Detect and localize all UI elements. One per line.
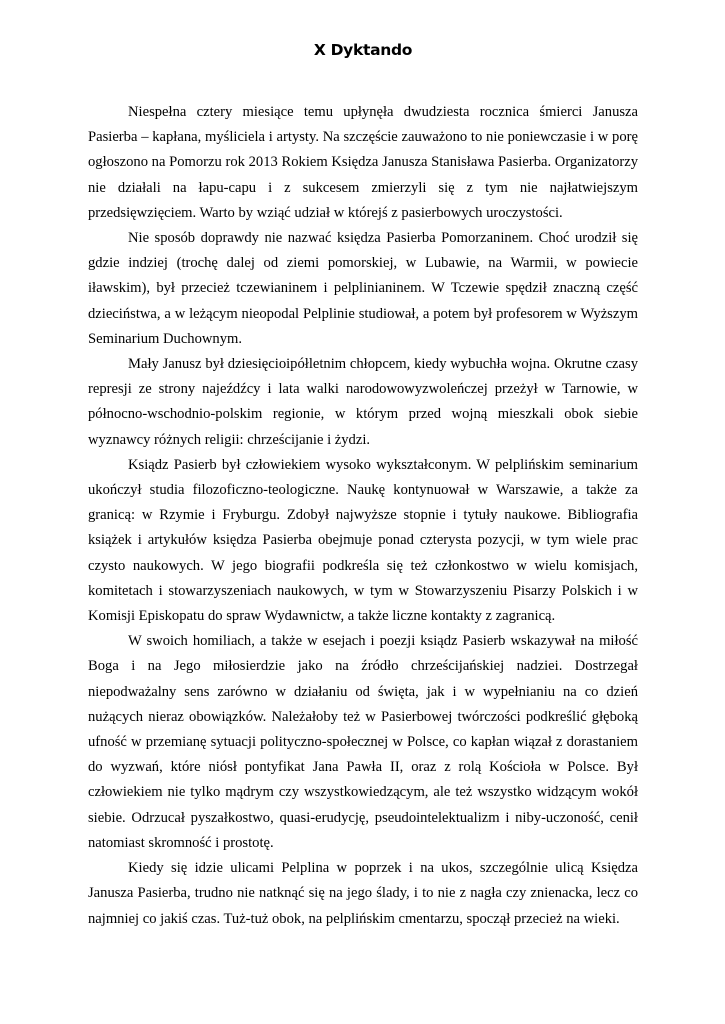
paragraph-1: Niespełna cztery miesiące temu upłynęła dwudziesta rocznica śmierci Janusza Pasierba – kapłana, myśliciela i artysty. Na szczęście zauważono to nie poniewczasie i w porę ogłoszono na Pomorzu rok 2013 Rokiem Księdza Janusza Stanisława Pasierba. Organizatorzy nie działali na łapu-capu i z sukcesem zmierzyli się z tym nie najłatwiejszym przedsięwzięciem. Warto by wziąć udział w którejś z pasierbowych uroczystości. (88, 104, 638, 221)
paragraph-4: Ksiądz Pasierb był człowiekiem wysoko wykształconym. W pelplińskim seminarium ukończył studia filozoficzno-teologiczne. Naukę kontynuował w Warszawie, a także za granicą: w Rzymie i Fryburgu. Zdobył najwyższe stopnie i tytuły naukowe. Bibliografia książek i artykułów księdza Pasierba obejmuje ponad czterysta pozycji, w tym wiele prac czysto naukowych. W jego biografii podkreśla się też członkostwo w wielu komisjach, komitetach i stowarzyszeniach naukowych, w tym w Stowarzyszeniu Pisarzy Polskich i w Komisji Episkopatu do spraw Wydawnictw, a także liczne kontakty z zagranicą. (88, 456, 638, 625)
paragraph-3: Mały Janusz był dziesięcioipółletnim chłopcem, kiedy wybuchła wojna. Okrutne czasy represji ze strony najeźdźcy i lata walki narodowowyzwoleńczej przeżył w Tarnowie, w północno-wschodnio-polskim regionie, w którym przed wojną mieszkali obok siebie wyznawcy różnych religii: chrześcijanie i żydzi. (88, 356, 638, 448)
paragraph-5: W swoich homiliach, a także w esejach i poezji ksiądz Pasierb wskazywał na miłość Boga i na Jego miłosierdzie jako na źródło chrześcijańskiej nadziei. Dostrzegał niepodważalny sens zarówno w działaniu od święta, jak i w wypełnianiu na co dzień nużących nieraz obowiązków. Należałoby też w Pasierbowej twórczości podkreślić głęboką ufność w przemianę sytuacji polityczno-społecznej w Polsce, co kapłan wiązał z dorastaniem do wyzwań, które niósł pontyfikat Jana Pawła II, oraz z rolą Kościoła w Polsce. Był człowiekiem nie tylko mądrym czy wszystkowiedzącym, ale też wszystko widzącym wokół siebie. Odrzucał pyszałkostwo, quasi-erudycję, pseudointelektualizm i niby-uczoność, cenił natomiast skromność i prostotę. (88, 633, 638, 851)
document-title: X Dyktando (313, 41, 413, 59)
paragraph-6: Kiedy się idzie ulicami Pelplina w poprzek i na ukos, szczególnie ulicą Księdza Janusza Pasierba, trudno nie natknąć się na jego ślady, i to nie z nagła czy znienacka, lecz co najmniej co jakiś czas. Tuż-tuż obok, na pelplińskim cmentarzu, spoczął przecież na wieki. (88, 860, 638, 927)
paragraph-2: Nie sposób doprawdy nie nazwać księdza Pasierba Pomorzaninem. Choć urodził się gdzie indziej (trochę dalej od ziemi pomorskiej, w Lubawie, na Warmii, w powiecie iławskim), był przecież tczewianinem i pelplinianinem. W Tczewie spędził znaczną część dzieciństwa, a w leżącym nieopodal Pelplinie studiował, a potem był profesorem w Wyższym Seminarium Duchownym. (88, 230, 638, 347)
